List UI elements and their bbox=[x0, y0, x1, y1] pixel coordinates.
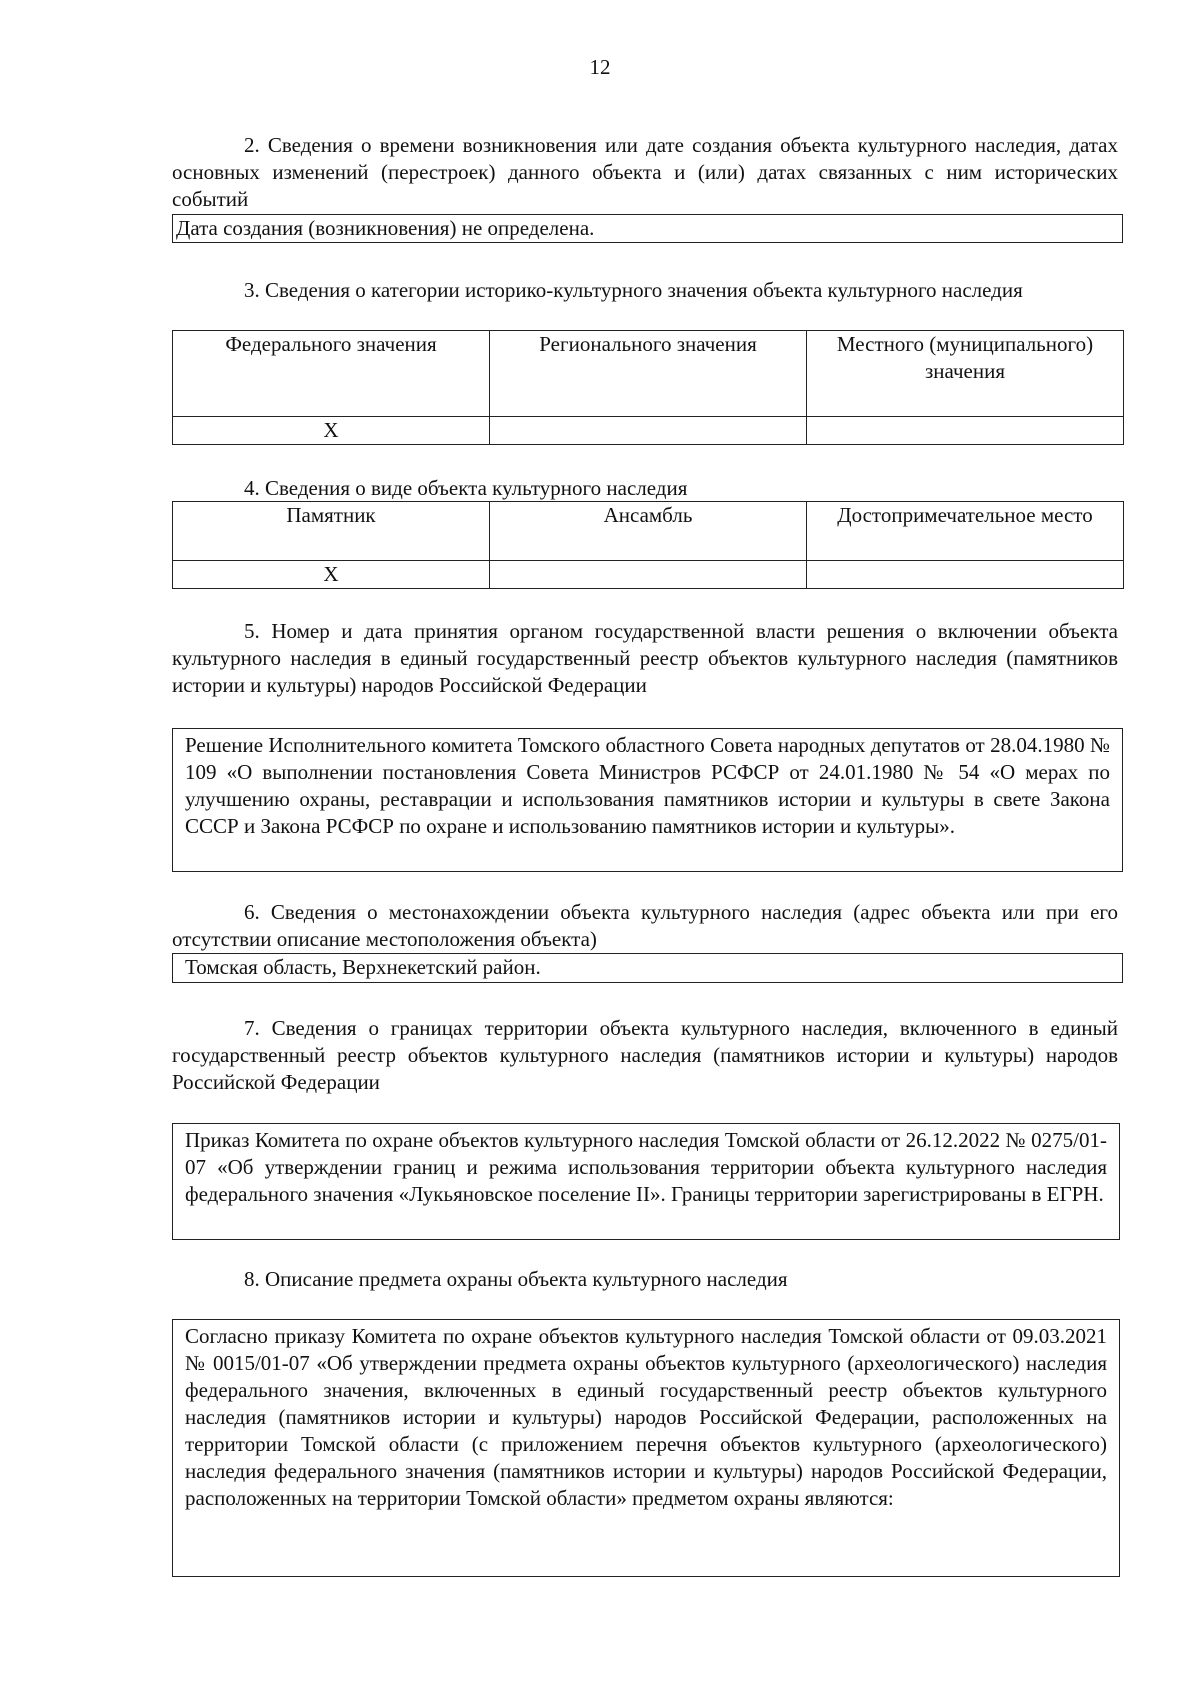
category-mark-regional bbox=[490, 417, 807, 445]
section-5-value: Решение Исполнительного комитета Томского областного Совета народных депутатов от 28.04.1980 № 109 «О выполнении постановления Совета Министров РСФСР от 24.01.1980 № 54 «О мерах по улучшению охраны, реставрации и использования памятников истории и культуры в свете Закона СССР и Закона РСФСР по охране и использованию памятников истории и культуры». bbox=[172, 728, 1123, 872]
type-header-ensemble: Ансамбль bbox=[490, 502, 807, 561]
category-table bbox=[172, 330, 1124, 445]
category-header-regional: Регионального значения bbox=[490, 331, 807, 417]
section-2-value: Дата создания (возникновения) не определена. bbox=[172, 214, 1123, 243]
section-4-heading: 4. Сведения о виде объекта культурного наследия bbox=[244, 476, 688, 500]
section-2-heading: 2. Сведения о времени возникновения или дате создания объекта культурного наследия, датах основных изменений (перестроек) данного объекта и (или) датах связанных с ним исторических событий bbox=[172, 133, 1118, 211]
category-mark-local bbox=[807, 417, 1124, 445]
category-header-local: Местного (муниципального) значения bbox=[807, 331, 1124, 417]
section-3-heading: 3. Сведения о категории историко-культурного значения объекта культурного наследия bbox=[244, 278, 1023, 302]
section-7-value: Приказ Комитета по охране объектов культурного наследия Томской области от 26.12.2022 № 0275/01-07 «Об утверждении границ и режима использования территории объекта культурного наследия федерального значения «Лукьяновское поселение II». Границы территории зарегистрированы в ЕГРН. bbox=[172, 1123, 1120, 1240]
type-mark-landmark bbox=[807, 561, 1124, 589]
type-header-monument: Памятник bbox=[173, 502, 490, 561]
type-mark-ensemble bbox=[490, 561, 807, 589]
type-table bbox=[172, 501, 1124, 589]
section-7-heading: 7. Сведения о границах территории объекта культурного наследия, включенного в единый государственный реестр объектов культурного наследия (памятников истории и культуры) народов Российской Федерации bbox=[172, 1016, 1118, 1094]
category-header-federal: Федерального значения bbox=[173, 331, 490, 417]
section-5-heading: 5. Номер и дата принятия органом государственной власти решения о включении объекта культурного наследия в единый государственный реестр объектов культурного наследия (памятников истории и культуры) народов Российской Федерации bbox=[172, 619, 1118, 697]
section-8-value: Согласно приказу Комитета по охране объектов культурного наследия Томской области от 09.03.2021 № 0015/01-07 «Об утверждении предмета охраны объектов культурного (археологического) наследия федерального значения, включенных в единый государственный реестр объектов культурного наследия (памятников истории и культуры) народов Российской Федерации, расположенных на территории Томской области (с приложением перечня объектов культурного (археологического) наследия федерального значения (памятников истории и культуры) народов Российской Федерации, расположенных на территории Томской области» предметом охраны являются: bbox=[172, 1319, 1120, 1577]
type-mark-monument: X bbox=[173, 561, 490, 589]
section-6-heading: 6. Сведения о местонахождении объекта культурного наследия (адрес объекта или при его отсутствии описание местоположения объекта) bbox=[172, 900, 1118, 951]
type-header-landmark: Достопримечательное место bbox=[807, 502, 1124, 561]
section-6-value: Томская область, Верхнекетский район. bbox=[172, 953, 1123, 983]
category-mark-federal: X bbox=[173, 417, 490, 445]
section-8-heading: 8. Описание предмета охраны объекта культурного наследия bbox=[244, 1267, 788, 1291]
page-number: 12 bbox=[589, 55, 611, 79]
